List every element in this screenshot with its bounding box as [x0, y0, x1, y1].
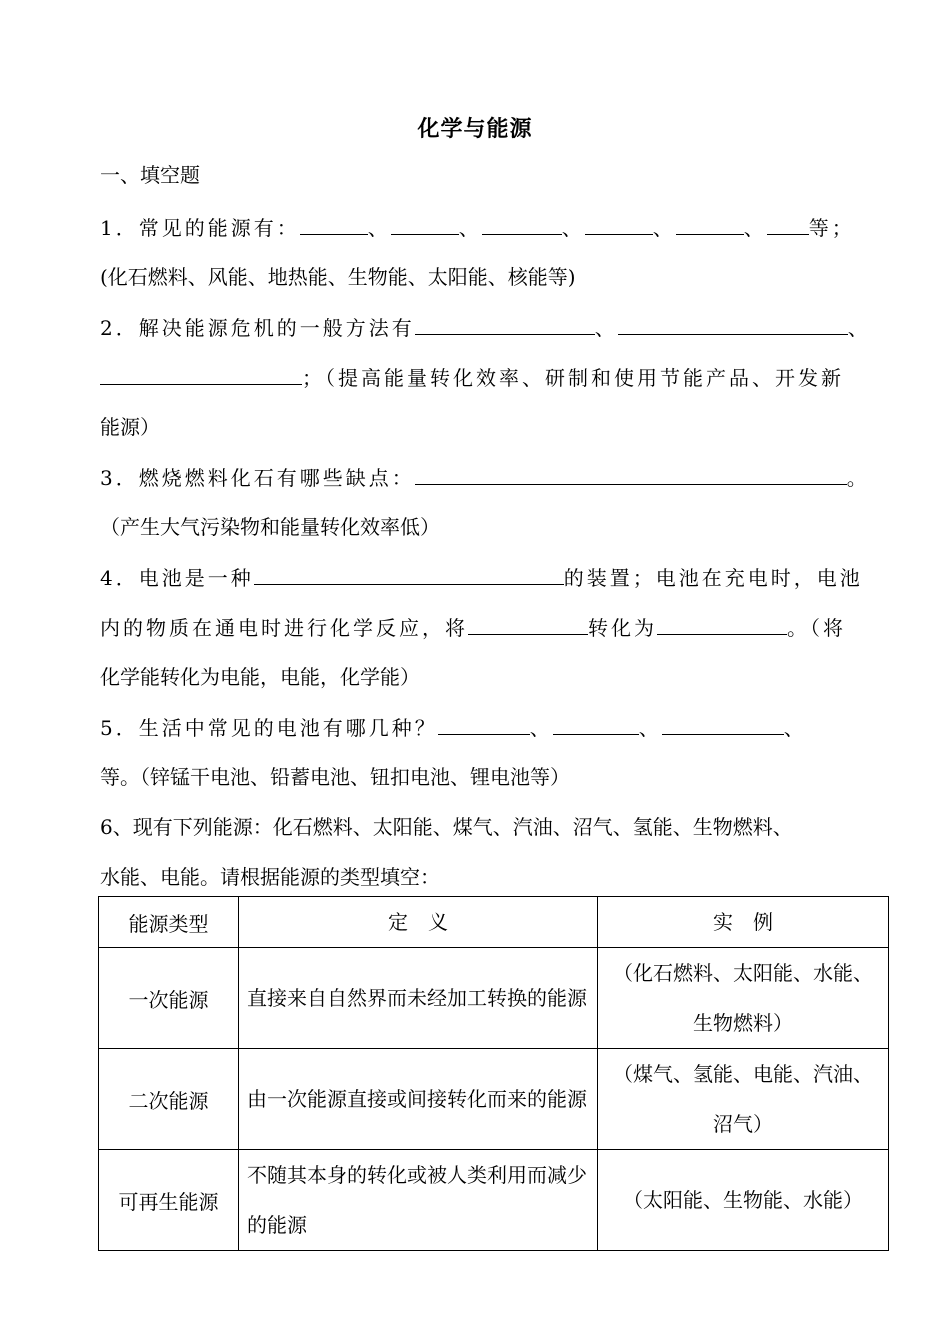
section-heading: 一、填空题	[100, 163, 200, 187]
header-definition: 定 义	[239, 897, 598, 948]
question-4-line2-mid: 转化为	[588, 616, 657, 640]
example-cell: （煤气、氢能、电能、汽油、沼气）	[598, 1049, 889, 1150]
question-3	[100, 462, 870, 493]
table-row	[99, 1049, 889, 1150]
table-row	[99, 948, 889, 1049]
answer-blank[interactable]	[438, 712, 530, 735]
energy-type-cell: 一次能源	[99, 948, 239, 1049]
question-4-lead: 4．电池是一种	[100, 566, 254, 590]
example-cell: （太阳能、生物能、水能）	[598, 1150, 889, 1251]
energy-type-table	[98, 896, 889, 1251]
answer-blank[interactable]	[468, 612, 588, 635]
table-row	[99, 1150, 889, 1251]
definition-cell: 由一次能源直接或间接转化而来的能源	[239, 1049, 598, 1150]
question-6: 6、现有下列能源：化石燃料、太阳能、煤气、汽油、沼气、氢能、生物燃料、	[100, 815, 793, 839]
question-3-lead: 3．燃烧燃料化石有哪些缺点：	[100, 466, 415, 490]
question-5	[100, 712, 807, 743]
separator: 、	[743, 216, 767, 240]
separator: 、	[847, 316, 871, 340]
question-2-lead: 2．解决能源危机的一般方法有	[100, 316, 415, 340]
separator: 、	[458, 216, 482, 240]
question-1	[100, 212, 855, 243]
energy-type-cell: 二次能源	[99, 1049, 239, 1150]
answer-blank[interactable]	[254, 562, 564, 585]
answer-blank[interactable]	[657, 612, 787, 635]
example-cell: （化石燃料、太阳能、水能、生物燃料）	[598, 948, 889, 1049]
question-4-line-2	[100, 612, 846, 643]
question-1-tail: 等；	[808, 216, 855, 240]
question-3-end: 。	[846, 466, 870, 490]
answer-blank[interactable]	[676, 212, 744, 235]
answer-blank[interactable]	[618, 312, 848, 335]
header-energy-type: 能源类型	[99, 897, 239, 948]
question-4-line2-lead: 内的物质在通电时进行化学反应，将	[100, 616, 468, 640]
separator: 、	[594, 316, 618, 340]
question-3-answer: （产生大气污染物和能量转化效率低）	[100, 515, 440, 539]
table-header-row	[99, 897, 889, 948]
definition-cell: 不随其本身的转化或被人类利用而减少的能源	[239, 1150, 598, 1251]
separator: 、	[638, 716, 662, 740]
question-5-answer: 等。（锌锰干电池、铅蓄电池、钮扣电池、锂电池等）	[100, 765, 570, 789]
answer-blank[interactable]	[482, 212, 562, 235]
separator: 、	[561, 216, 585, 240]
question-2-answer: ；（提高能量转化效率、研制和使用节能产品、开发新	[302, 366, 844, 390]
separator: 、	[652, 216, 676, 240]
definition-cell: 直接来自自然界而未经加工转换的能源	[239, 948, 598, 1049]
answer-blank[interactable]	[391, 212, 459, 235]
question-4-line2-end: 。（将	[787, 616, 846, 640]
question-5-lead: 5．生活中常见的电池有哪几种？	[100, 716, 438, 740]
question-1-lead: 1．常见的能源有：	[100, 216, 300, 240]
question-1-answer: (化石燃料、风能、地热能、生物能、太阳能、核能等)	[100, 265, 576, 289]
header-example: 实 例	[598, 897, 889, 948]
answer-blank[interactable]	[300, 212, 368, 235]
answer-blank[interactable]	[767, 212, 809, 235]
question-4-mid: 的装置；电池在充电时，电池	[563, 566, 863, 590]
answer-blank[interactable]	[662, 712, 784, 735]
answer-blank[interactable]	[415, 462, 847, 485]
question-2-answer-end: 能源）	[100, 415, 160, 439]
page-title: 化学与能源	[417, 116, 533, 142]
separator: 、	[783, 716, 807, 740]
separator: 、	[367, 216, 391, 240]
answer-blank[interactable]	[415, 312, 595, 335]
energy-type-cell: 可再生能源	[99, 1150, 239, 1251]
question-6-line-2: 水能、电能。请根据能源的类型填空：	[100, 865, 440, 889]
question-4	[100, 562, 863, 593]
question-2-line-2	[100, 362, 844, 393]
answer-blank[interactable]	[585, 212, 653, 235]
question-2	[100, 312, 871, 343]
answer-blank[interactable]	[100, 362, 302, 385]
question-4-answer: 化学能转化为电能，电能，化学能）	[100, 665, 420, 689]
separator: 、	[529, 716, 553, 740]
answer-blank[interactable]	[553, 712, 639, 735]
